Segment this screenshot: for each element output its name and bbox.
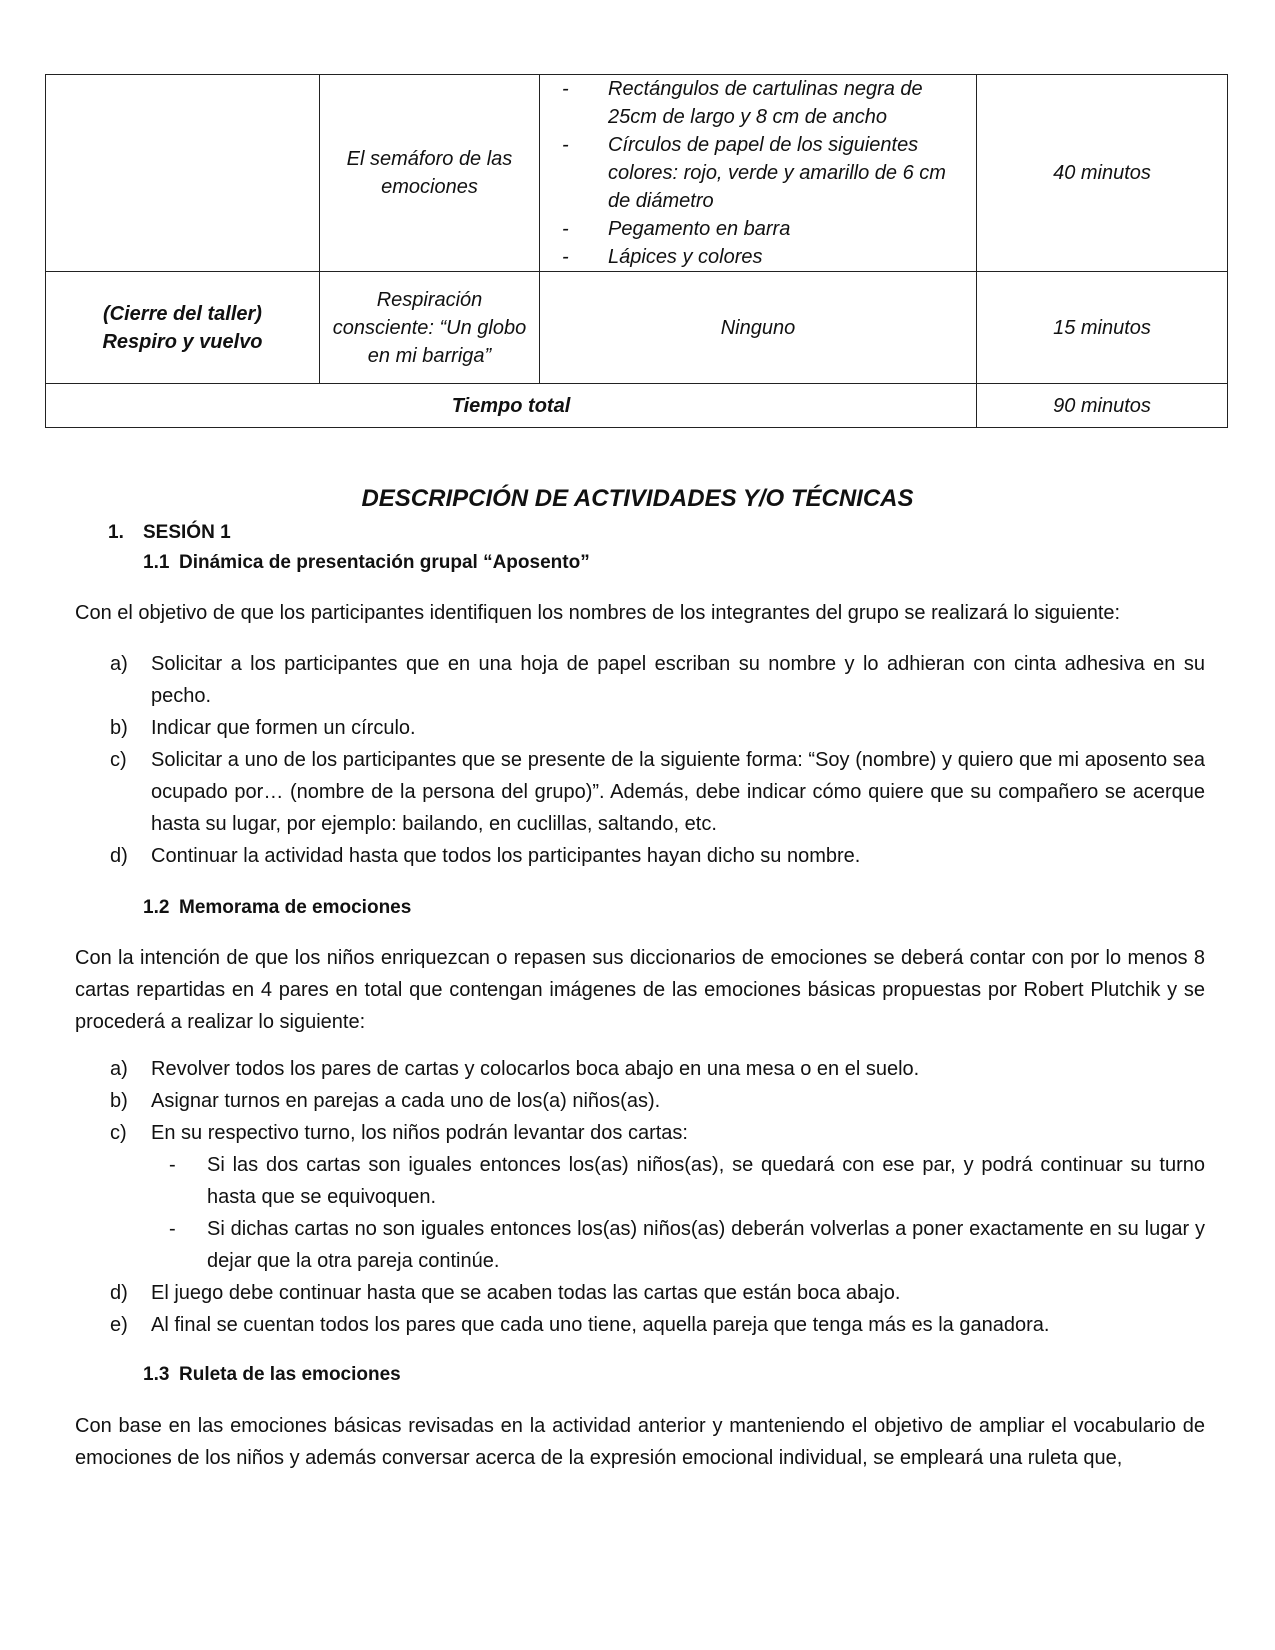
- list-item: d) El juego debe continuar hasta que se acaben todas las cartas que están boca abajo.: [110, 1282, 901, 1304]
- subsection-title: Memorama de emociones: [179, 897, 412, 918]
- time-cell: 15 minutos: [977, 272, 1228, 384]
- sub-list-item: - Si dichas cartas no son iguales entonces los(as) niños(as) deberán volverlas a poner exactamente en su lugar y dejar que la otra pareja continúe.: [169, 1218, 1205, 1272]
- subsection-number: 1.2: [143, 897, 170, 918]
- phase-cell: [46, 272, 320, 384]
- activity-cell: El semáforo de las emociones: [320, 75, 540, 272]
- steps-list: [75, 648, 1205, 872]
- section-heading: DESCRIPCIÓN DE ACTIVIDADES Y/O TÉCNICAS: [361, 485, 914, 512]
- total-row: [46, 384, 1228, 428]
- session-number: 1.: [108, 522, 124, 543]
- list-item: - Lápices y colores: [562, 243, 968, 271]
- list-item: c) En su respectivo turno, los niños podrán levantar dos cartas: - Si las dos cartas son iguales entonces los(as) niños(as), se quedará con ese par, y podrá continuar su turno hasta que se equivoquen. - Si dichas cartas no son iguales entonces los(as) niños(as) deberán volverlas a poner exactamente en su lugar y dejar que la otra pareja continúe.: [75, 1117, 1205, 1277]
- total-time: 90 minutos: [977, 384, 1228, 428]
- dash-bullet: -: [562, 246, 569, 268]
- sub-list: [151, 1149, 1205, 1277]
- sub-list-item: - Si las dos cartas son iguales entonces los(as) niños(as), se quedará con ese par, y podrá continuar su turno hasta que se equivoquen.: [169, 1154, 1205, 1208]
- list-item: e) Al final se cuentan todos los pares que cada uno tiene, aquella pareja que tenga más es la ganadora.: [110, 1314, 1050, 1336]
- dash-bullet: -: [562, 218, 569, 240]
- steps-list: [75, 1053, 1205, 1341]
- table-row: [46, 272, 1228, 384]
- dash-bullet: -: [562, 78, 569, 100]
- materials-cell: Ninguno: [540, 272, 977, 384]
- list-item: - Círculos de papel de los siguientes colores: rojo, verde y amarillo de 6 cm de diámetro: [562, 131, 968, 215]
- list-item: - Pegamento en barra: [562, 215, 968, 243]
- list-item: d) Continuar la actividad hasta que todos los participantes hayan dicho su nombre.: [110, 845, 861, 867]
- session-title: SESIÓN 1: [143, 522, 231, 543]
- paragraph: Con base en las emociones básicas revisadas en la actividad anterior y manteniendo el objetivo de ampliar el vocabulario de emociones de los niños y además conversar acerca de la expresión emocional individual, se empleará una ruleta que,: [75, 1415, 1205, 1469]
- subsection-number: 1.1: [143, 552, 170, 573]
- list-item: a) Revolver todos los pares de cartas y colocarlos boca abajo en una mesa o en el suelo.: [110, 1058, 920, 1080]
- activities-table: [45, 74, 1228, 428]
- dash-bullet: -: [562, 134, 569, 156]
- total-label: Tiempo total: [46, 384, 977, 428]
- materials-list: [548, 75, 968, 271]
- time-cell: 40 minutos: [977, 75, 1228, 272]
- phase-line: (Cierre del taller): [103, 302, 262, 325]
- paragraph: Con el objetivo de que los participantes identifiquen los nombres de los integrantes del grupo se realizará lo siguiente:: [75, 602, 1121, 624]
- table-row: [46, 75, 1228, 272]
- list-item: c) Solicitar a uno de los participantes que se presente de la siguiente forma: “Soy (nombre) y quiero que mi aposento sea ocupado por… (nombre de la persona del grupo)”. Además, debe indicar cómo quiere que su compañero se acerque hasta su lugar, por ejemplo: bailando, en cuclillas, saltando, etc.: [110, 749, 1205, 835]
- list-item: b) Asignar turnos en parejas a cada uno de los(a) niños(as).: [110, 1090, 661, 1112]
- subsection-title: Dinámica de presentación grupal “Aposento”: [179, 552, 590, 573]
- subsection-title: Ruleta de las emociones: [179, 1364, 401, 1385]
- list-item: b) Indicar que formen un círculo.: [110, 717, 416, 739]
- activity-cell: Respiración consciente: “Un globo en mi barriga”: [320, 272, 540, 384]
- subsection-number: 1.3: [143, 1364, 170, 1385]
- materials-cell: [540, 75, 977, 272]
- list-item: - Rectángulos de cartulinas negra de 25cm de largo y 8 cm de ancho: [562, 75, 968, 131]
- phase-cell: [46, 75, 320, 272]
- paragraph: Con la intención de que los niños enriquezcan o repasen sus diccionarios de emociones se deberá contar con por lo menos 8 cartas repartidas en 4 pares en total que contengan imágenes de las emociones básicas propuestas por Robert Plutchik y se procederá a realizar lo siguiente:: [75, 947, 1205, 1033]
- list-item: a) Solicitar a los participantes que en una hoja de papel escriban su nombre y lo adhieran con cinta adhesiva en su pecho.: [110, 653, 1205, 707]
- phase-line: Respiro y vuelvo: [102, 330, 263, 353]
